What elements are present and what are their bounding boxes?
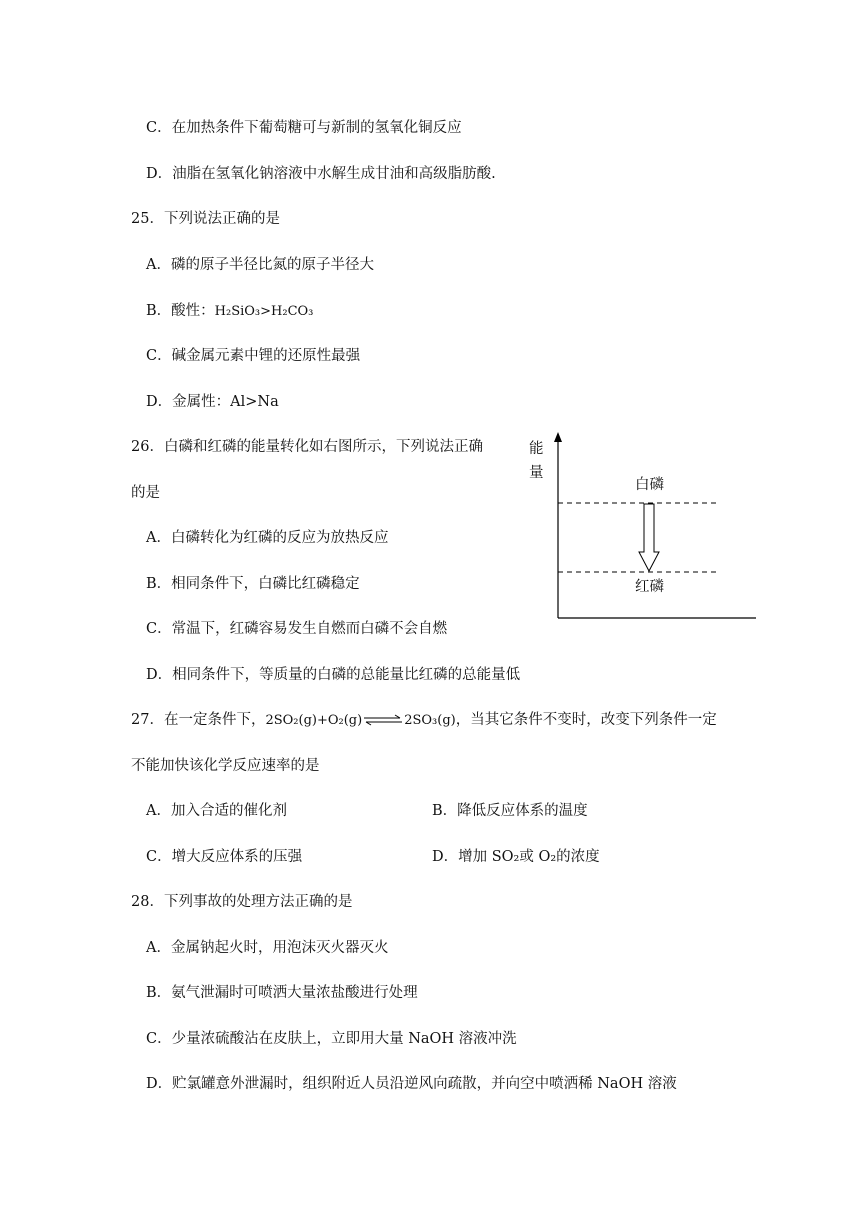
q28-option-a: A．金属钠起火时，用泡沫灭火器灭火 (146, 940, 389, 956)
energy-diagram-lines (520, 428, 760, 628)
q26-stem-line2: 的是 (131, 485, 160, 501)
q28-stem: 28．下列事故的处理方法正确的是 (131, 894, 353, 910)
q27-reactants: 2SO₂(g)+O₂(g) (265, 713, 363, 728)
q26-option-a: A．白磷转化为红磷的反应为放热反应 (146, 530, 389, 546)
q27-option-d: D．增加 SO₂或 O₂的浓度 (432, 849, 600, 865)
q27-product: 2SO₃(g) (404, 713, 456, 728)
q25-option-b-prefix: B．酸性： (146, 303, 215, 319)
q27-stem-line1 (131, 711, 717, 730)
q25-stem: 25．下列说法正确的是 (131, 211, 280, 227)
q24-option-c: C．在加热条件下葡萄糖可与新制的氢氧化铜反应 (146, 120, 462, 136)
y-axis-arrowhead (554, 432, 562, 442)
q24-option-d: D．油脂在氢氧化钠溶液中水解生成甘油和高级脂肪酸. (146, 166, 496, 182)
q25-option-b (146, 302, 313, 321)
q28-option-c: C．少量浓硫酸沾在皮肤上，立即用大量 NaOH 溶液冲洗 (146, 1031, 517, 1047)
lower-level-label: 红磷 (635, 579, 664, 595)
q27-stem-suffix: ，当其它条件不变时，改变下列条件一定 (455, 712, 717, 728)
y-axis-label-1: 能 (529, 441, 544, 457)
q28-option-b: B．氨气泄漏时可喷洒大量浓盐酸进行处理 (146, 985, 418, 1001)
q28-option-d: D．贮氯罐意外泄漏时，组织附近人员沿逆风向疏散，并向空中喷洒稀 NaOH 溶液 (146, 1076, 677, 1092)
upper-level-label: 白磷 (635, 477, 664, 493)
down-arrow (639, 504, 659, 571)
q26-option-d: D．相同条件下，等质量的白磷的总能量比红磷的总能量低 (146, 667, 521, 683)
y-axis-label-2: 量 (529, 465, 544, 481)
q27-option-a: A．加入合适的催化剂 (146, 803, 287, 819)
q27-option-c: C．增大反应体系的压强 (146, 849, 303, 865)
q27-stem-prefix: 27．在一定条件下， (131, 712, 266, 728)
q27-option-b: B．降低反应体系的温度 (432, 803, 588, 819)
equilibrium-arrow-icon (364, 714, 402, 726)
q26-stem-line1: 26．白磷和红磷的能量转化如右图所示，下列说法正确 (131, 439, 483, 455)
energy-diagram (520, 428, 760, 628)
q25-option-c: C．碱金属元素中锂的还原性最强 (146, 348, 361, 364)
q25-option-b-formula: H₂SiO₃>H₂CO₃ (214, 304, 314, 319)
q25-option-d: D．金属性：Al>Na (146, 394, 279, 410)
q26-option-b: B．相同条件下，白磷比红磷稳定 (146, 576, 360, 592)
q27-stem-line2: 不能加快该化学反应速率的是 (131, 758, 320, 774)
q26-option-c: C．常温下，红磷容易发生自燃而白磷不会自燃 (146, 621, 448, 637)
q25-option-a: A．磷的原子半径比氮的原子半径大 (146, 257, 374, 273)
